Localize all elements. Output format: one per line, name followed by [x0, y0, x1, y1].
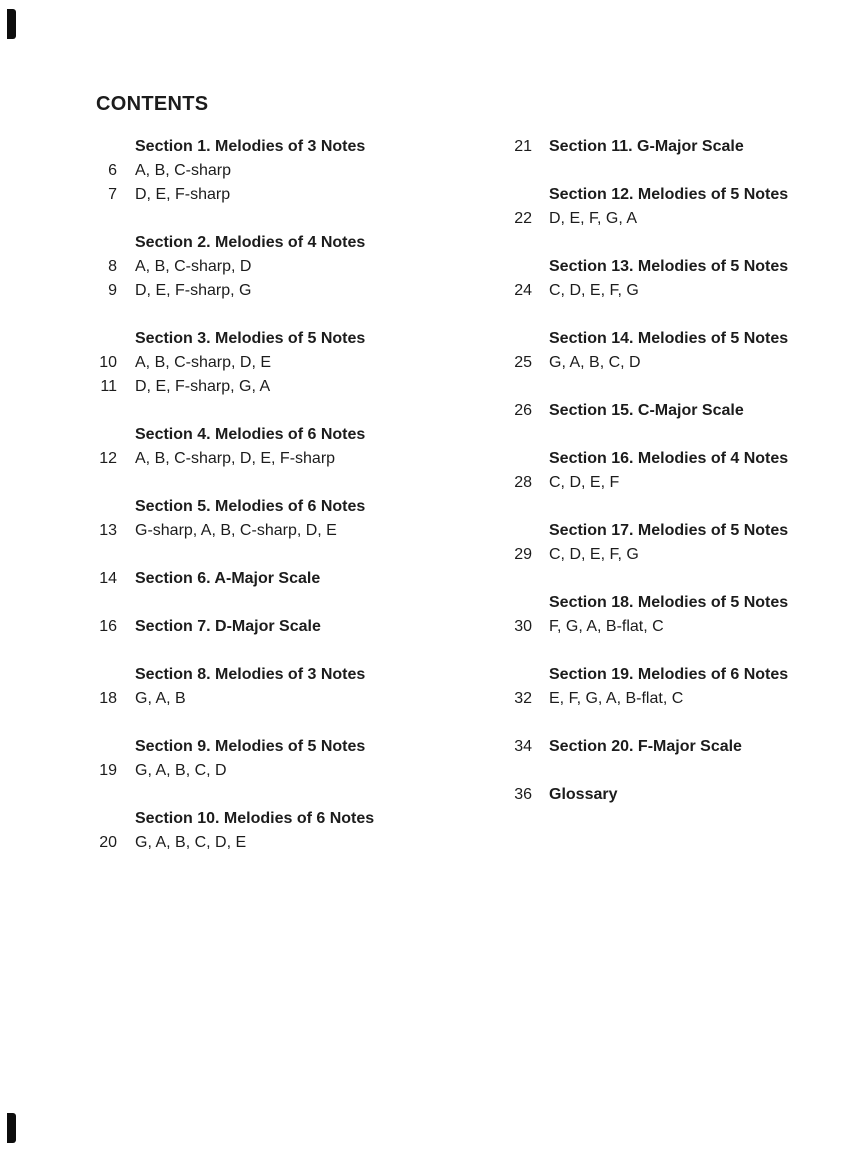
toc-row [81, 663, 471, 687]
toc-entry-label: C, D, E, F, G [549, 546, 639, 563]
toc-entry-label: A, B, C-sharp, D [135, 258, 252, 275]
toc-gap-row [81, 471, 471, 495]
toc-row [496, 615, 846, 639]
toc-row [496, 399, 846, 423]
toc-gap-row [496, 159, 846, 183]
toc-page-number: 28 [514, 474, 532, 491]
toc-row [81, 615, 471, 639]
toc-entry-label: Glossary [549, 786, 618, 803]
toc-page-number: 36 [514, 786, 532, 803]
toc-column-left [81, 135, 471, 855]
toc-gap-row [81, 783, 471, 807]
toc-row [81, 831, 471, 855]
toc-row [496, 447, 846, 471]
toc-row [496, 207, 846, 231]
toc-row [496, 783, 846, 807]
toc-page-number: 6 [108, 162, 117, 179]
toc-entry-label: E, F, G, A, B-flat, C [549, 690, 684, 707]
toc-entry-label: G-sharp, A, B, C-sharp, D, E [135, 522, 337, 539]
toc-entry-label: D, E, F-sharp [135, 186, 231, 203]
toc-entry-label: Section 20. F-Major Scale [549, 738, 742, 755]
toc-entry-label: F, G, A, B-flat, C [549, 618, 664, 635]
toc-entry-label: G, A, B [135, 690, 186, 707]
toc-row [496, 279, 846, 303]
toc-entry-label: Section 14. Melodies of 5 Notes [549, 330, 789, 347]
toc-row [81, 687, 471, 711]
toc-gap-row [496, 567, 846, 591]
toc-entry-label: Section 2. Melodies of 4 Notes [135, 234, 366, 251]
toc-entry-label: A, B, C-sharp, D, E [135, 354, 272, 371]
toc-column-right [496, 135, 846, 807]
toc-row [496, 543, 846, 567]
page-edge-mark-top [7, 9, 16, 39]
toc-entry-label: D, E, F-sharp, G [135, 282, 252, 299]
toc-entry-label: C, D, E, F, G [549, 282, 639, 299]
toc-gap-row [496, 639, 846, 663]
toc-entry-label: Section 7. D-Major Scale [135, 618, 321, 635]
toc-row [81, 735, 471, 759]
toc-page-number: 10 [99, 354, 117, 371]
toc-page-number: 7 [108, 186, 117, 203]
toc-gap-row [81, 207, 471, 231]
toc-gap-row [81, 303, 471, 327]
toc-entry-label: Section 11. G-Major Scale [549, 138, 744, 155]
toc-entry-label: G, A, B, C, D [549, 354, 641, 371]
toc-page-number: 14 [99, 570, 117, 587]
toc-entry-label: Section 9. Melodies of 5 Notes [135, 738, 366, 755]
toc-entry-label: Section 3. Melodies of 5 Notes [135, 330, 366, 347]
toc-gap-row [81, 399, 471, 423]
toc-entry-label: A, B, C-sharp [135, 162, 232, 179]
page-title: CONTENTS [96, 93, 209, 115]
toc-row [81, 519, 471, 543]
toc-entry-label: Section 18. Melodies of 5 Notes [549, 594, 789, 611]
toc-entry-label: Section 19. Melodies of 6 Notes [549, 666, 789, 683]
toc-gap-row [496, 303, 846, 327]
toc-page-number: 13 [99, 522, 117, 539]
toc-gap-row [81, 639, 471, 663]
toc-row [81, 183, 471, 207]
toc-row [496, 663, 846, 687]
toc-page-number: 25 [514, 354, 532, 371]
toc-row [496, 471, 846, 495]
toc-gap-row [496, 375, 846, 399]
toc-entry-label: Section 10. Melodies of 6 Notes [135, 810, 375, 827]
toc-gap-row [496, 423, 846, 447]
toc-page-number: 18 [99, 690, 117, 707]
toc-page-number: 29 [514, 546, 532, 563]
toc-row [81, 255, 471, 279]
toc-row [81, 759, 471, 783]
toc-page-number: 20 [99, 834, 117, 851]
toc-entry-label: D, E, F-sharp, G, A [135, 378, 271, 395]
toc-entry-label: Section 8. Melodies of 3 Notes [135, 666, 366, 683]
toc-gap-row [81, 711, 471, 735]
toc-row [496, 735, 846, 759]
toc-entry-label: Section 6. A-Major Scale [135, 570, 321, 587]
toc-row [496, 183, 846, 207]
toc-row [81, 423, 471, 447]
toc-page-number: 32 [514, 690, 532, 707]
toc-page-number: 16 [99, 618, 117, 635]
toc-row [81, 807, 471, 831]
toc-page-number: 26 [514, 402, 532, 419]
toc-entry-label: C, D, E, F [549, 474, 620, 491]
toc-entry-label: Section 15. C-Major Scale [549, 402, 744, 419]
toc-page-number: 22 [514, 210, 532, 227]
toc-gap-row [496, 231, 846, 255]
toc-entry-label: G, A, B, C, D [135, 762, 227, 779]
toc-page-number: 11 [100, 378, 117, 395]
toc-entry-label: Section 17. Melodies of 5 Notes [549, 522, 789, 539]
toc-entry-label: Section 5. Melodies of 6 Notes [135, 498, 366, 515]
toc-gap-row [496, 711, 846, 735]
toc-entry-label: Section 13. Melodies of 5 Notes [549, 258, 789, 275]
toc-page-number: 24 [514, 282, 532, 299]
toc-gap-row [496, 495, 846, 519]
toc-entry-label: Section 16. Melodies of 4 Notes [549, 450, 789, 467]
toc-entry-label: G, A, B, C, D, E [135, 834, 247, 851]
toc-page-number: 21 [514, 138, 532, 155]
toc-entry-label: Section 4. Melodies of 6 Notes [135, 426, 366, 443]
toc-gap-row [81, 591, 471, 615]
toc-gap-row [496, 759, 846, 783]
toc-row [81, 279, 471, 303]
toc-row [81, 567, 471, 591]
toc-page-number: 30 [514, 618, 532, 635]
toc-row [81, 351, 471, 375]
toc-row [496, 255, 846, 279]
toc-page-number: 34 [514, 738, 532, 755]
toc-row [81, 231, 471, 255]
toc-row [81, 327, 471, 351]
toc-gap-row [81, 543, 471, 567]
toc-page-number: 9 [108, 282, 117, 299]
toc-row [81, 159, 471, 183]
toc-page-number: 8 [108, 258, 117, 275]
toc-entry-label: Section 1. Melodies of 3 Notes [135, 138, 366, 155]
toc-row [496, 351, 846, 375]
toc-entry-label: D, E, F, G, A [549, 210, 638, 227]
toc-row [496, 519, 846, 543]
toc-entry-label: Section 12. Melodies of 5 Notes [549, 186, 789, 203]
toc-page-number: 19 [99, 762, 117, 779]
toc-row [81, 135, 471, 159]
toc-page-number: 12 [99, 450, 117, 467]
toc-entry-label: A, B, C-sharp, D, E, F-sharp [135, 450, 336, 467]
toc-row [81, 447, 471, 471]
toc-row [81, 495, 471, 519]
page-edge-mark-bottom [7, 1113, 16, 1143]
toc-row [496, 327, 846, 351]
toc-row [81, 375, 471, 399]
toc-row [496, 687, 846, 711]
toc-row [496, 591, 846, 615]
toc-row [496, 135, 846, 159]
